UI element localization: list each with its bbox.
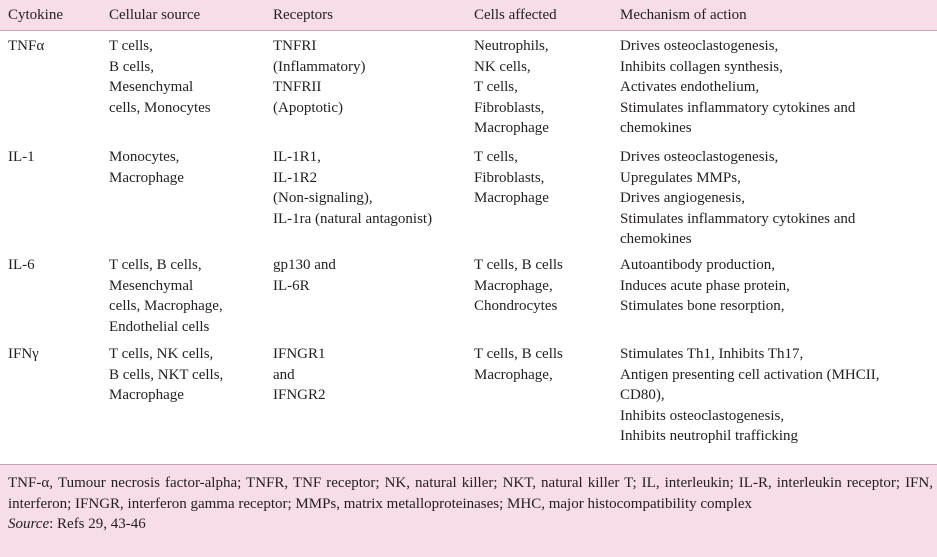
cell-line: Neutrophils, xyxy=(474,38,549,54)
cell-line: Mesenchymal xyxy=(109,277,194,294)
cell-line: T cells, xyxy=(474,79,518,96)
table-body xyxy=(0,31,937,455)
cell-line: chemokines xyxy=(620,120,692,137)
cell-line: Macrophage, xyxy=(474,366,553,383)
cell-line: Endothelial cells xyxy=(109,318,210,335)
cell-line: Macrophage xyxy=(109,169,184,186)
cell-line: T cells, xyxy=(474,149,518,165)
cell-line: Stimulates inflammatory cytokines and xyxy=(620,99,856,116)
cell-line: cells, Monocytes xyxy=(109,99,211,116)
header-receptors: Receptors xyxy=(273,6,333,23)
cell-cytokine xyxy=(0,339,101,454)
cell-line: IL-1R2 xyxy=(273,169,318,186)
cell-line: Inhibits neutrophil trafficking xyxy=(620,428,799,445)
cell-line: gp130 and xyxy=(273,257,336,273)
cell-line: T cells, xyxy=(109,38,153,54)
cell-line: Stimulates bone resorption, xyxy=(620,298,785,315)
cell-line: cells, Macrophage, xyxy=(109,298,223,315)
cell-line: CD80), xyxy=(620,387,665,404)
table-row xyxy=(0,339,937,454)
cell-line: IL-1R1, xyxy=(273,149,321,165)
cell-line: B cells, xyxy=(109,58,154,75)
cell-cellular-source xyxy=(101,339,265,454)
cell-line: TNFα xyxy=(8,38,45,54)
source-label: Source xyxy=(8,516,50,532)
cell-line: (Apoptotic) xyxy=(273,99,343,116)
cell-line: Macrophage xyxy=(474,190,549,207)
cell-cellular-source xyxy=(101,250,265,339)
table-header xyxy=(0,0,937,31)
cell-line: Inhibits osteoclastogenesis, xyxy=(620,407,785,424)
cell-line: Mesenchymal xyxy=(109,79,194,96)
header-mechanism-of-action: Mechanism of action xyxy=(620,6,747,23)
cell-line: Activates endothelium, xyxy=(620,79,760,96)
cell-line: Fibroblasts, xyxy=(474,169,545,186)
cell-line: chemokines xyxy=(620,231,692,248)
cell-receptors xyxy=(265,339,466,454)
cell-cytokine xyxy=(0,31,101,143)
cell-line: TNFRII xyxy=(273,79,322,96)
cell-cytokine xyxy=(0,142,101,250)
cell-line: T cells, B cells, xyxy=(109,257,202,273)
cell-line: Drives osteoclastogenesis, xyxy=(620,38,779,54)
cell-receptors xyxy=(265,142,466,250)
table-row xyxy=(0,250,937,339)
table-footnote xyxy=(0,464,937,557)
cell-line: (Inflammatory) xyxy=(273,58,366,75)
cell-line: Induces acute phase protein, xyxy=(620,277,790,294)
table-row xyxy=(0,142,937,250)
header-cytokine: Cytokine xyxy=(8,6,63,23)
cell-line: TNFRI xyxy=(273,38,317,54)
cell-line: IFNGR1 xyxy=(273,346,326,362)
cell-line: IFNGR2 xyxy=(273,387,326,404)
cell-mechanism xyxy=(612,339,937,454)
cell-line: Stimulates inflammatory cytokines and xyxy=(620,210,856,227)
cell-mechanism xyxy=(612,142,937,250)
cell-line: Upregulates MMPs, xyxy=(620,169,741,186)
footnote-abbreviations: TNF-α, Tumour necrosis factor-alpha; TNFR, TNF receptor; NK, natural killer; NKT, natural killer T; IL, interleukin; IL-R, interleukin receptor; IFN, interferon; IFNGR, interferon gamma receptor; MMPs, matrix metalloproteinases; MHC, major histocompatibility complex xyxy=(8,475,933,512)
cell-line: Drives osteoclastogenesis, xyxy=(620,149,779,165)
cell-cellular-source xyxy=(101,31,265,143)
header-cellular-source: Cellular source xyxy=(109,6,201,23)
cell-receptors xyxy=(265,250,466,339)
cell-line: Fibroblasts, xyxy=(474,99,545,116)
cell-receptors xyxy=(265,31,466,143)
cell-line: (Non-signaling), xyxy=(273,190,373,207)
cell-line: Autoantibody production, xyxy=(620,257,775,273)
cell-line: NK cells, xyxy=(474,58,531,75)
cell-line: T cells, B cells xyxy=(474,257,563,273)
header-row xyxy=(0,0,937,31)
cell-cells-affected xyxy=(466,250,612,339)
cell-line: IL-1ra (natural antagonist) xyxy=(273,210,433,227)
cell-line: Macrophage xyxy=(474,120,549,137)
cell-line: T cells, B cells xyxy=(474,346,563,362)
cell-line: Inhibits collagen synthesis, xyxy=(620,58,783,75)
cell-cells-affected xyxy=(466,31,612,143)
cell-cells-affected xyxy=(466,142,612,250)
cell-mechanism xyxy=(612,250,937,339)
cell-line: T cells, NK cells, xyxy=(109,346,214,362)
cell-line: and xyxy=(273,366,295,383)
cell-line: Macrophage xyxy=(109,387,184,404)
cell-line: IL-6R xyxy=(273,277,310,294)
cell-line: Antigen presenting cell activation (MHCII, xyxy=(620,366,880,383)
cell-cells-affected xyxy=(466,339,612,454)
footnote-source xyxy=(8,514,933,535)
cell-line: Stimulates Th1, Inhibits Th17, xyxy=(620,346,804,362)
cell-line: Monocytes, xyxy=(109,149,180,165)
table-row xyxy=(0,31,937,143)
source-refs: : Refs 29, 43-46 xyxy=(49,516,146,532)
cell-cytokine xyxy=(0,250,101,339)
cell-line: IFNγ xyxy=(8,346,39,362)
cell-mechanism xyxy=(612,31,937,143)
header-cells-affected: Cells affected xyxy=(474,6,557,23)
cell-line: Chondrocytes xyxy=(474,298,558,315)
cell-cellular-source xyxy=(101,142,265,250)
cell-line: B cells, NKT cells, xyxy=(109,366,224,383)
cell-line: Drives angiogenesis, xyxy=(620,190,745,207)
cell-line: IL-6 xyxy=(8,257,35,273)
cell-line: Macrophage, xyxy=(474,277,553,294)
cell-line: IL-1 xyxy=(8,149,35,165)
